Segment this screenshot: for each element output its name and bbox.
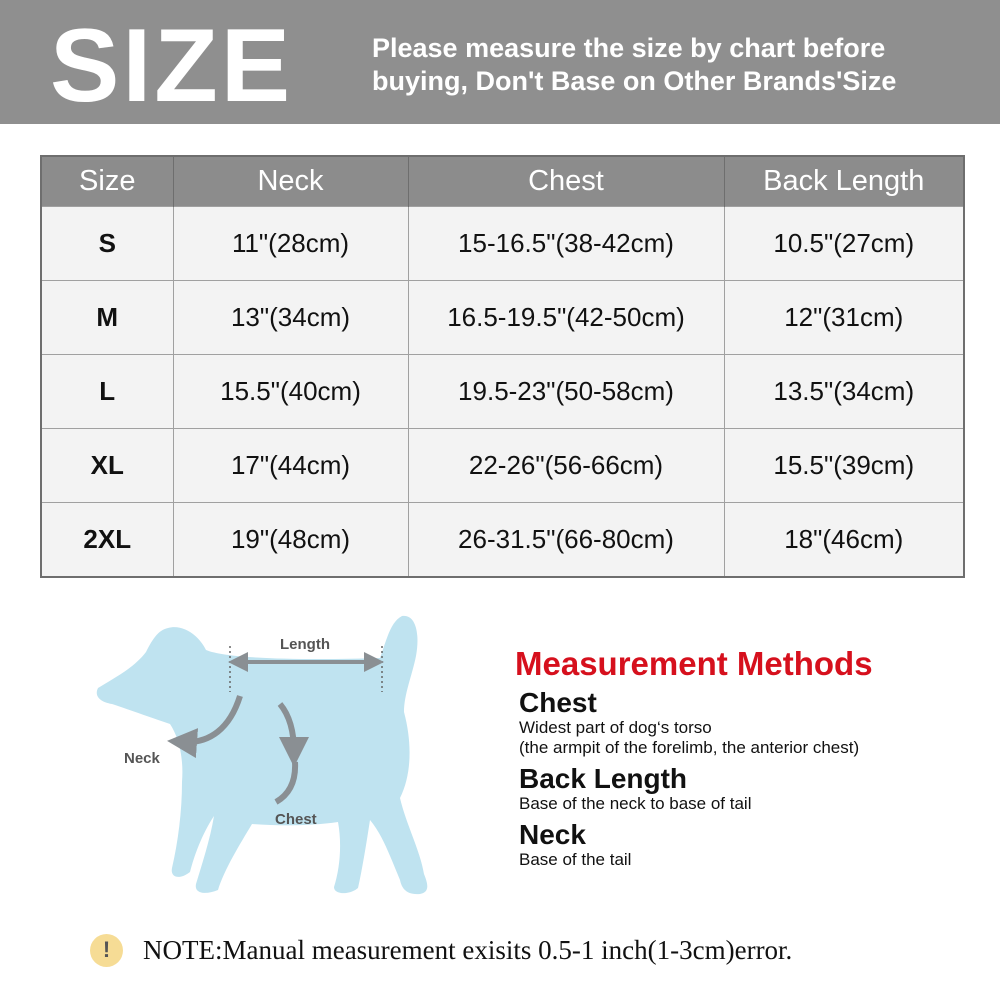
neck-cell: 15.5"(40cm) (173, 355, 408, 429)
size-chart-table (40, 155, 965, 578)
chest-label: Chest (275, 811, 317, 828)
table-row (41, 207, 964, 281)
method-description: (the armpit of the forelimb, the anterior chest) (519, 738, 860, 757)
neck-cell: 19"(48cm) (173, 503, 408, 578)
method-back-length (519, 764, 985, 814)
method-description: Base of the neck to base of tail (519, 794, 752, 813)
length-label: Length (280, 636, 330, 653)
back-length-cell: 13.5"(34cm) (724, 355, 964, 429)
column-header-chest: Chest (408, 156, 724, 207)
header-note (372, 32, 972, 98)
method-heading: Neck (519, 819, 586, 850)
measurement-methods (515, 640, 985, 870)
note-text: NOTE:Manual measurement exisits 0.5-1 inch(1-3cm)error. (143, 934, 793, 965)
size-cell: 2XL (41, 503, 173, 578)
header-note-line-1: Please measure the size by chart before (372, 33, 886, 63)
table-header-row (41, 156, 964, 207)
size-cell: L (41, 355, 173, 429)
chest-cell: 26-31.5"(66-80cm) (408, 503, 724, 578)
method-heading: Chest (519, 687, 597, 718)
error-note (90, 930, 792, 970)
column-header-back-length: Back Length (724, 156, 964, 207)
header-note-line-2: buying, Don't Base on Other Brands'Size (372, 66, 897, 96)
table-row (41, 281, 964, 355)
neck-cell: 13"(34cm) (173, 281, 408, 355)
table-row (41, 429, 964, 503)
method-description: Base of the tail (519, 850, 632, 869)
size-cell: XL (41, 429, 173, 503)
chest-cell: 16.5-19.5"(42-50cm) (408, 281, 724, 355)
back-length-cell: 12"(31cm) (724, 281, 964, 355)
neck-label: Neck (124, 750, 160, 767)
back-length-cell: 18"(46cm) (724, 503, 964, 578)
size-cell: M (41, 281, 173, 355)
measurement-methods-title: Measurement Methods (515, 645, 873, 682)
neck-cell: 17"(44cm) (173, 429, 408, 503)
method-chest (519, 688, 985, 758)
method-description: Widest part of dog‘s torso (519, 718, 712, 737)
table-row (41, 503, 964, 578)
dog-measurement-diagram (90, 612, 450, 897)
chest-cell: 22-26"(56-66cm) (408, 429, 724, 503)
back-length-cell: 10.5"(27cm) (724, 207, 964, 281)
method-neck (519, 820, 985, 870)
chest-cell: 15-16.5"(38-42cm) (408, 207, 724, 281)
neck-cell: 11"(28cm) (173, 207, 408, 281)
back-length-cell: 15.5"(39cm) (724, 429, 964, 503)
size-cell: S (41, 207, 173, 281)
column-header-size: Size (41, 156, 173, 207)
column-header-neck: Neck (173, 156, 408, 207)
size-title: SIZE (50, 8, 294, 124)
table-row (41, 355, 964, 429)
header-banner (0, 0, 1000, 124)
chest-cell: 19.5-23"(50-58cm) (408, 355, 724, 429)
method-heading: Back Length (519, 763, 688, 794)
exclamation-icon: ! (90, 934, 123, 967)
